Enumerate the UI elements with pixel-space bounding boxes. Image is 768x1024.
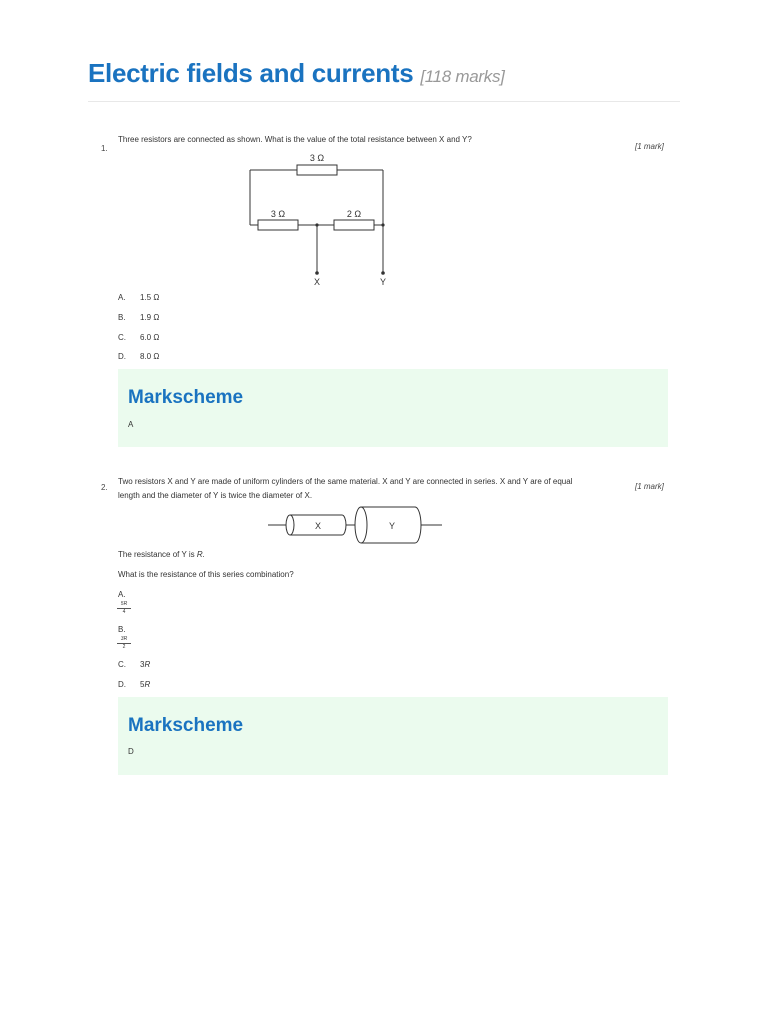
- resistance-statement: [118, 548, 205, 562]
- circuit-diagram: [240, 148, 400, 292]
- markscheme-title: Markscheme: [128, 715, 244, 736]
- cylinder-y-label: Y: [388, 521, 396, 531]
- title-divider: [88, 101, 680, 102]
- fraction-denominator: 4: [122, 609, 126, 615]
- fraction-numerator: 5R: [117, 601, 131, 609]
- option-b: [118, 625, 126, 634]
- question-text: Three resistors are connected as shown. What is the value of the total resistance between X and Y?: [118, 135, 472, 144]
- terminal-y-label: Y: [379, 277, 387, 287]
- option-coefficient: 5: [140, 680, 145, 689]
- cylinders-diagram: [265, 504, 445, 548]
- option-c: [118, 333, 159, 342]
- fraction-5r-over-4: [117, 601, 131, 616]
- resistor-top: [297, 165, 337, 175]
- option-text: 1.9 Ω: [140, 313, 160, 322]
- resistor-right: [334, 220, 374, 230]
- question-mark-value: [1 mark]: [635, 142, 664, 151]
- fraction-denominator: 2: [122, 644, 126, 650]
- junction-dot: [381, 223, 384, 226]
- question-prompt: What is the resistance of this series combination?: [118, 570, 294, 579]
- option-a: [118, 293, 159, 302]
- cylinder-x-label: X: [314, 521, 322, 531]
- option-coefficient: 3: [140, 660, 145, 669]
- question-text-line2: length and the diameter of Y is twice the diameter of X.: [118, 491, 313, 500]
- option-b: [118, 313, 159, 322]
- total-marks: [118 marks]: [420, 67, 505, 86]
- markscheme-answer: A: [128, 420, 134, 429]
- resistor-left-label: 3 Ω: [270, 209, 286, 219]
- markscheme-title: Markscheme: [128, 387, 244, 408]
- resistor-left: [258, 220, 298, 230]
- option-a: [118, 590, 126, 599]
- option-letter: B.: [118, 625, 126, 634]
- question-mark-value: [1 mark]: [635, 482, 664, 491]
- resistor-top-label: 3 Ω: [309, 153, 325, 163]
- option-symbol: R: [144, 660, 151, 669]
- page-title: [88, 58, 505, 89]
- option-text: 1.5 Ω: [140, 293, 160, 302]
- markscheme-answer: D: [128, 747, 134, 756]
- markscheme-box: [118, 369, 668, 447]
- option-d: [118, 680, 150, 689]
- option-text: 6.0 Ω: [140, 333, 160, 342]
- junction-dot: [315, 223, 318, 226]
- option-c: [118, 660, 150, 669]
- question-text-line1: Two resistors X and Y are made of uniform cylinders of the same material. X and Y are connected in series. X and Y are of equal: [118, 477, 573, 486]
- option-letter: A.: [118, 590, 126, 599]
- question-number: 2.: [101, 483, 108, 492]
- fraction-3r-over-2: [117, 636, 131, 651]
- option-text: 8.0 Ω: [140, 352, 160, 361]
- option-letter: B.: [118, 313, 126, 322]
- option-letter: D.: [118, 680, 126, 689]
- resistance-symbol: R.: [196, 550, 205, 559]
- resistor-right-label: 2 Ω: [346, 209, 362, 219]
- fraction-numerator: 3R: [117, 636, 131, 644]
- terminal-x-dot: [315, 271, 319, 275]
- option-letter: D.: [118, 352, 126, 361]
- terminal-y-dot: [381, 271, 385, 275]
- option-symbol: R: [144, 680, 151, 689]
- option-letter: C.: [118, 660, 126, 669]
- question-number: 1.: [101, 144, 108, 153]
- option-letter: C.: [118, 333, 126, 342]
- terminal-x-label: X: [313, 277, 321, 287]
- option-letter: A.: [118, 293, 126, 302]
- markscheme-box: [118, 697, 668, 775]
- page-title-text: Electric fields and currents: [88, 58, 414, 88]
- resistance-text: The resistance of Y is: [118, 550, 195, 559]
- option-d: [118, 352, 159, 361]
